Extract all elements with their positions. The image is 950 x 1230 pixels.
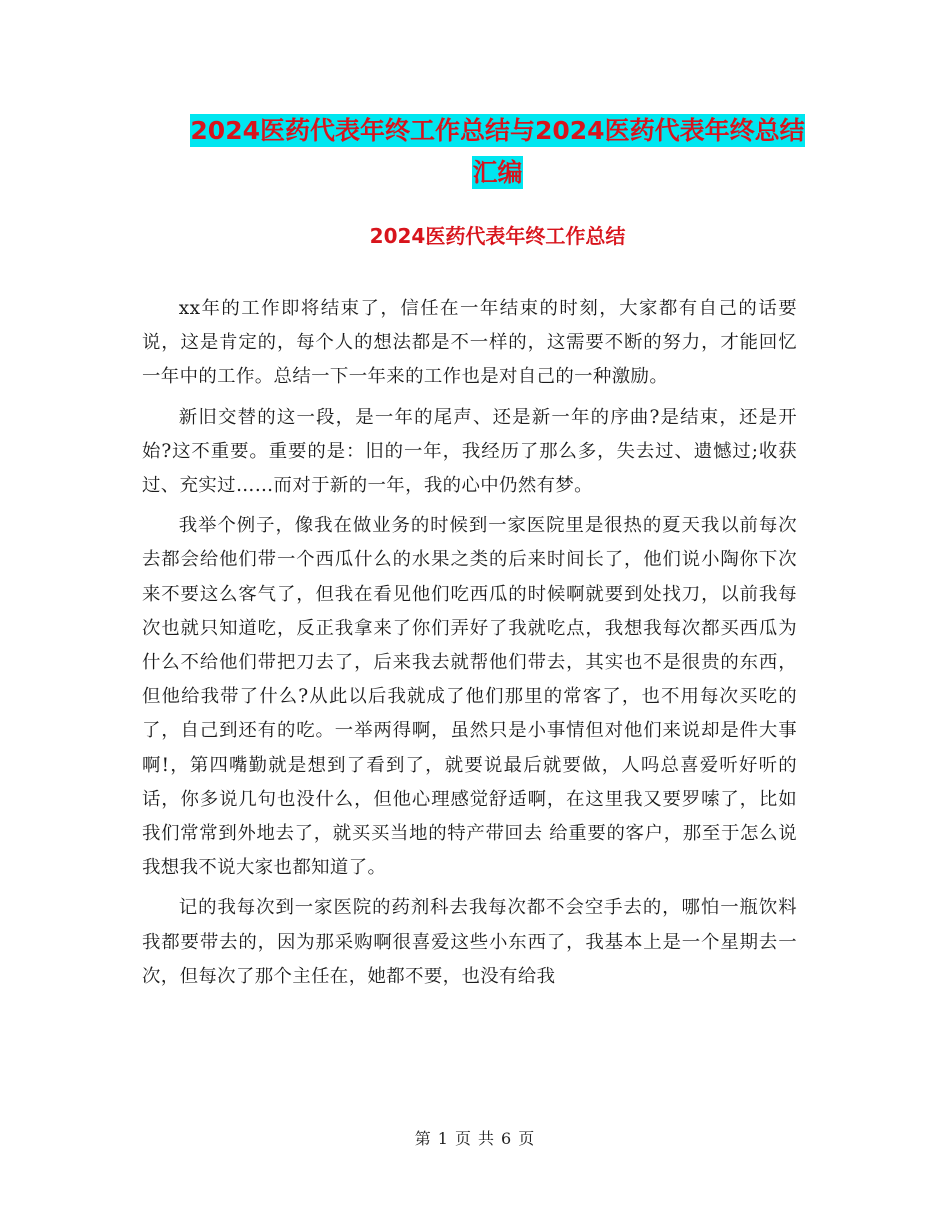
page-footer — [0, 1126, 950, 1149]
paragraph-1: xx年的工作即将结束了，信任在一年结束的时刻，大家都有自己的话要说，这是肯定的，每个人的想法都是不一样的，这需要不断的努力，才能回忆一年中的工作。总结一下一年来的工作也是对自己的一种激励。 — [142, 298, 797, 388]
paragraph-3: 我举个例子，像我在做业务的时候到一家医院里是很热的夏天我以前每次去都会给他们带一个西瓜什么的水果之类的后来时间长了，他们说小陶你下次来不要这么客气了，但我在看见他们吃西瓜的时候啊就要到处找刀，以前我每次也就只知道吃，反正我拿来了你们弄好了我就吃点，我想我每次都买西瓜为什么不给他们带把刀去了，后来我去就帮他们带去，其实也不是很贵的东西，但他给我带了什么?从此以后我就成了他们那里的常客了，也不用每次买吃的了，自己到还有的吃。一举两得啊，虽然只是小事情但对他们来说却是件大事啊!，第四嘴勤就是想到了看到了，就要说最后就要做，人吗总喜爱听好听的话，你多说几句也没什么，但他心理感觉舒适啊，在这里我又要罗嗦了，比如我们常常到外地去了，就买买当地的特产带回去 给重要的客户，那至于怎么说我想我不说大家也都知道了。 — [142, 515, 797, 879]
footer-total-word: 共 — [478, 1129, 496, 1148]
section-title: 2024医药代表年终工作总结 — [369, 224, 626, 248]
footer-suffix: 页 — [518, 1129, 536, 1148]
document-title — [140, 110, 855, 194]
footer-page-word: 页 — [454, 1129, 472, 1148]
title-line-2: 汇编 — [472, 158, 523, 187]
paragraph-4: 记的我每次到一家医院的药剂科去我每次都不会空手去的，哪怕一瓶饮料我都要带去的，因为那采购啊很喜爱这些小东西了，我基本上是一个星期去一次，但每次了那个主任在，她都不要，也没有给我 — [142, 897, 797, 987]
document-body — [142, 292, 797, 1000]
footer-current-page: 1 — [437, 1129, 449, 1148]
footer-total-pages: 6 — [501, 1129, 513, 1148]
footer-prefix: 第 — [414, 1129, 432, 1148]
paragraph-2: 新旧交替的这一段，是一年的尾声、还是新一年的序曲?是结束，还是开始?这不重要。重要的是：旧的一年，我经历了那么多，失去过、遗憾过;收获过、充实过……而对于新的一年，我的心中仍然有梦。 — [142, 406, 797, 497]
title-line-1: 2024医药代表年终工作总结与2024医药代表年终总结 — [190, 116, 805, 145]
